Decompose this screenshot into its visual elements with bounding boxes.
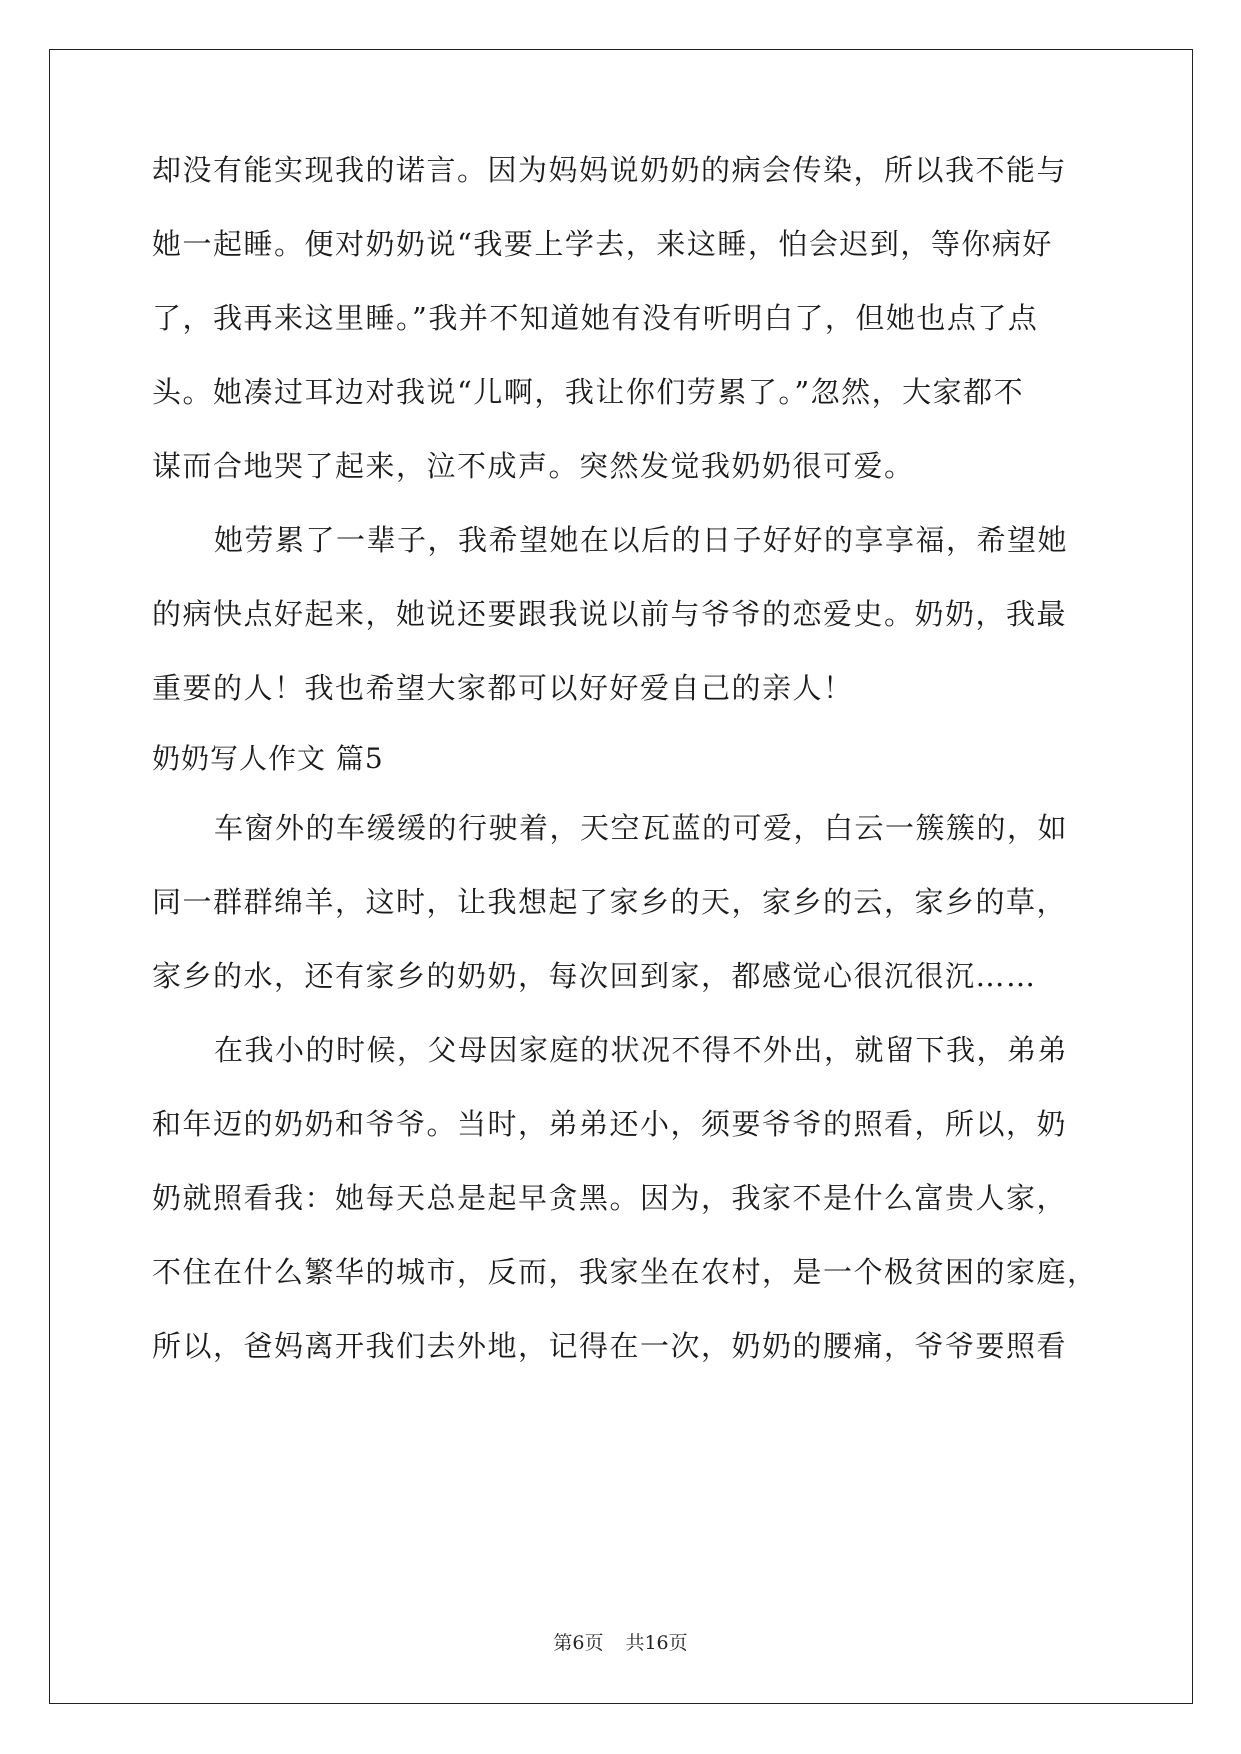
- paragraph-line: 不住在什么繁华的城市，反而，我家坐在农村，是一个极贫困的家庭，: [152, 1255, 1098, 1289]
- section-heading: 奶奶写人作文 篇5: [152, 742, 384, 775]
- paragraph-line: 所以，爸妈离开我们去外地，记得在一次，奶奶的腰痛，爷爷要照看: [152, 1329, 1068, 1363]
- paragraph-line: 同一群群绵羊，这时，让我想起了家乡的天，家乡的云，家乡的草，: [152, 885, 1068, 919]
- paragraph-line: 她一起睡。便对奶奶说“我要上学去，来这睡，怕会迟到，等你病好: [152, 227, 1053, 261]
- page-footer: [0, 1628, 1241, 1655]
- paragraph-line: 的病快点好起来，她说还要跟我说以前与爷爷的恋爱史。奶奶，我最: [152, 597, 1068, 631]
- paragraph-line: 和年迈的奶奶和爷爷。当时，弟弟还小，须要爷爷的照看，所以，奶: [152, 1107, 1068, 1141]
- paragraph-line: 在我小的时候，父母因家庭的状况不得不外出，就留下我，弟弟: [214, 1033, 1069, 1067]
- paragraph-line: 谋而合地哭了起来，泣不成声。突然发觉我奶奶很可爱。: [152, 449, 915, 483]
- paragraph-line: 重要的人！我也希望大家都可以好好爱自己的亲人！: [152, 671, 854, 705]
- paragraph-line: 她劳累了一辈子，我希望她在以后的日子好好的享享福，希望她: [214, 523, 1069, 557]
- paragraph-line: 车窗外的车缓缓的行驶着，天空瓦蓝的可爱，白云一簇簇的，如: [214, 811, 1069, 845]
- paragraph-line: 头。她凑过耳边对我说“儿啊，我让你们劳累了。”忽然，大家都不: [152, 375, 1025, 409]
- paragraph-line: 奶就照看我：她每天总是起早贪黑。因为，我家不是什么富贵人家，: [152, 1181, 1068, 1215]
- paragraph-line: 了，我再来这里睡。”我并不知道她有没有听明白了，但她也点了点: [152, 301, 1039, 335]
- paragraph-line: 却没有能实现我的诺言。因为妈妈说奶奶的病会传染，所以我不能与: [152, 153, 1068, 187]
- page-border: [49, 49, 1193, 1704]
- page-total: 共16页: [625, 1632, 688, 1654]
- page-number: 第6页: [553, 1632, 604, 1654]
- paragraph-line: 家乡的水，还有家乡的奶奶，每次回到家，都感觉心很沉很沉……: [152, 959, 1037, 993]
